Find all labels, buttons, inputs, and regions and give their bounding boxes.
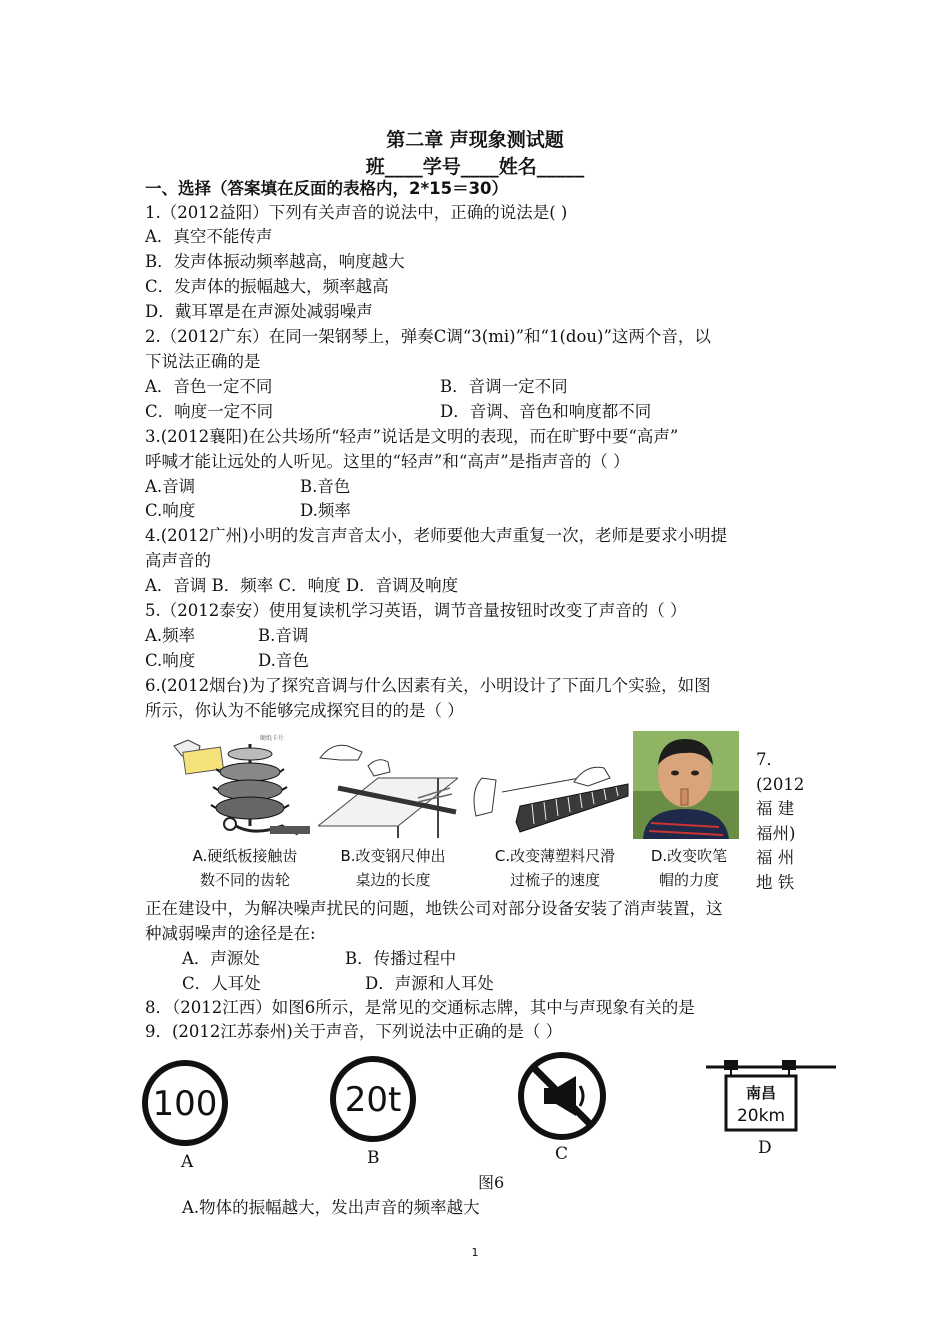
caption-b-line2: 桌边的长度 <box>355 871 431 889</box>
q3-stem-line2: 呼喊才能让远处的人听见。这里的“轻声”和“高声”是指声音的（ ） <box>145 452 630 471</box>
q7-side-2: (2012 <box>756 774 805 794</box>
q1-stem: 1.（2012益阳）下列有关声音的说法中，正确的说法是( ) <box>145 203 568 222</box>
q3-option-c: C.响度 <box>145 501 196 520</box>
sign-b-text: 20t <box>344 1080 402 1120</box>
q1-option-d: D．戴耳罩是在声源处减弱噪声 <box>145 302 373 321</box>
q7-side-6: 地 铁 <box>756 872 795 892</box>
sign-d-city: 南昌 <box>745 1084 777 1102</box>
sign-d-distance-text: 20km <box>736 1106 786 1126</box>
q7-option-c: C．人耳处 <box>182 974 261 993</box>
sign-c-no-horn <box>516 1050 608 1142</box>
caption-d-line1: D.改变吹笔 <box>650 847 728 865</box>
q3-option-d: D.频率 <box>300 501 351 520</box>
q7-side-5: 福 州 <box>756 848 795 867</box>
q4-stem-line2: 高声音的 <box>145 551 211 570</box>
q8-stem: 8．（2012江西）如图6所示，是常见的交通标志牌，其中与声现象有关的是 <box>145 998 695 1017</box>
q3-option-b: B.音色 <box>300 477 351 496</box>
student-info-line: 班____学号____姓名_____ <box>365 156 585 178</box>
q2-option-d: D．音调、音色和响度都不同 <box>440 402 652 421</box>
q6-stem-line1: 6.(2012烟台)为了探究音调与什么因素有关，小明设计了下面几个实验，如图 <box>145 676 711 695</box>
q4-stem-line1: 4.(2012广州)小明的发言声音太小，老师要他大声重复一次，老师是要求小明提 <box>145 526 728 545</box>
sign-a-text: 100 <box>152 1084 218 1124</box>
boy-whistling-photo <box>633 731 739 839</box>
q9-option-a: A.物体的振幅越大，发出声音的频率越大 <box>182 1198 480 1217</box>
fig6-label-a: A <box>181 1152 194 1172</box>
fig6-label-c: C <box>555 1144 569 1164</box>
q9-stem: 9．(2012江苏泰州)关于声音，下列说法中正确的是（ ） <box>145 1022 563 1041</box>
sign-a-speed-limit <box>140 1058 230 1148</box>
q4-options: A．音调 B．频率 C．响度 D．音调及响度 <box>145 576 459 595</box>
q2-stem-line2: 下说法正确的是 <box>145 352 261 371</box>
sign-d-distance <box>702 1058 840 1138</box>
q7-option-d: D．声源和人耳处 <box>365 974 494 993</box>
q3-option-a: A.音调 <box>145 477 196 496</box>
page-number: 1 <box>471 1246 479 1259</box>
caption-b-line1: B.改变钢尺伸出 <box>340 847 446 865</box>
caption-a-line2: 数不同的齿轮 <box>199 871 290 889</box>
fig6-caption: 图6 <box>478 1173 505 1192</box>
q6-stem-line2: 所示，你认为不能够完成探究目的的是（ ） <box>145 701 464 720</box>
q2-option-a: A．音色一定不同 <box>145 377 273 396</box>
q7-stem-line2: 种减弱噪声的途径是在: <box>145 924 316 943</box>
q7-side-4: 福州) <box>756 823 796 843</box>
q1-option-a: A．真空不能传声 <box>145 227 273 246</box>
q5-stem: 5.（2012泰安）使用复读机学习英语，调节音量按钮时改变了声音的（ ） <box>145 601 687 620</box>
q1-option-c: C．发声体的振幅越大，频率越高 <box>145 277 389 296</box>
gear-note-label: 硬纸卡片 <box>260 735 285 742</box>
caption-c-line1: C.改变薄塑料尺滑 <box>494 847 616 865</box>
q1-option-b: B．发声体振动频率越高，响度越大 <box>145 252 405 271</box>
fig6-label-d: D <box>758 1138 772 1158</box>
sign-b-weight-limit <box>328 1054 418 1144</box>
page-title: 第二章 声现象测试题 <box>386 129 564 151</box>
ruler-experiment-figure <box>318 738 458 838</box>
q7-side-3: 福 建 <box>756 799 795 818</box>
section-heading: 一、选择（答案填在反面的表格内，2*15＝30） <box>145 179 509 198</box>
q7-stem-line1: 正在建设中，为解决噪声扰民的问题，地铁公司对部分设备安装了消声装置，这 <box>145 899 723 918</box>
q2-option-c: C．响度一定不同 <box>145 402 274 421</box>
q7-option-b: B．传播过程中 <box>345 949 457 968</box>
q2-option-b: B．音调一定不同 <box>440 377 568 396</box>
caption-c-line2: 过梳子的速度 <box>509 871 600 889</box>
q5-option-d: D.音色 <box>258 651 309 670</box>
q7-option-a: A．声源处 <box>182 949 260 968</box>
q3-stem-line1: 3.(2012襄阳)在公共场所“轻声”说话是文明的表现，而在旷野中要“高声” <box>145 427 679 446</box>
q2-stem-line1: 2.（2012广东）在同一架钢琴上，弹奏C调“3(mi)”和“1(dou)”这两个音，以 <box>145 327 711 346</box>
q5-option-a: A.频率 <box>145 626 196 645</box>
comb-experiment-figure <box>462 756 630 838</box>
q7-side-1: 7． <box>756 750 783 769</box>
q5-option-c: C.响度 <box>145 651 196 670</box>
gear-experiment-figure <box>170 730 315 840</box>
fig6-label-b: B <box>367 1148 380 1168</box>
q5-option-b: B.音调 <box>258 626 309 645</box>
caption-a-line1: A.硬纸板接触齿 <box>192 847 298 865</box>
caption-d-line2: 帽的力度 <box>658 871 719 889</box>
